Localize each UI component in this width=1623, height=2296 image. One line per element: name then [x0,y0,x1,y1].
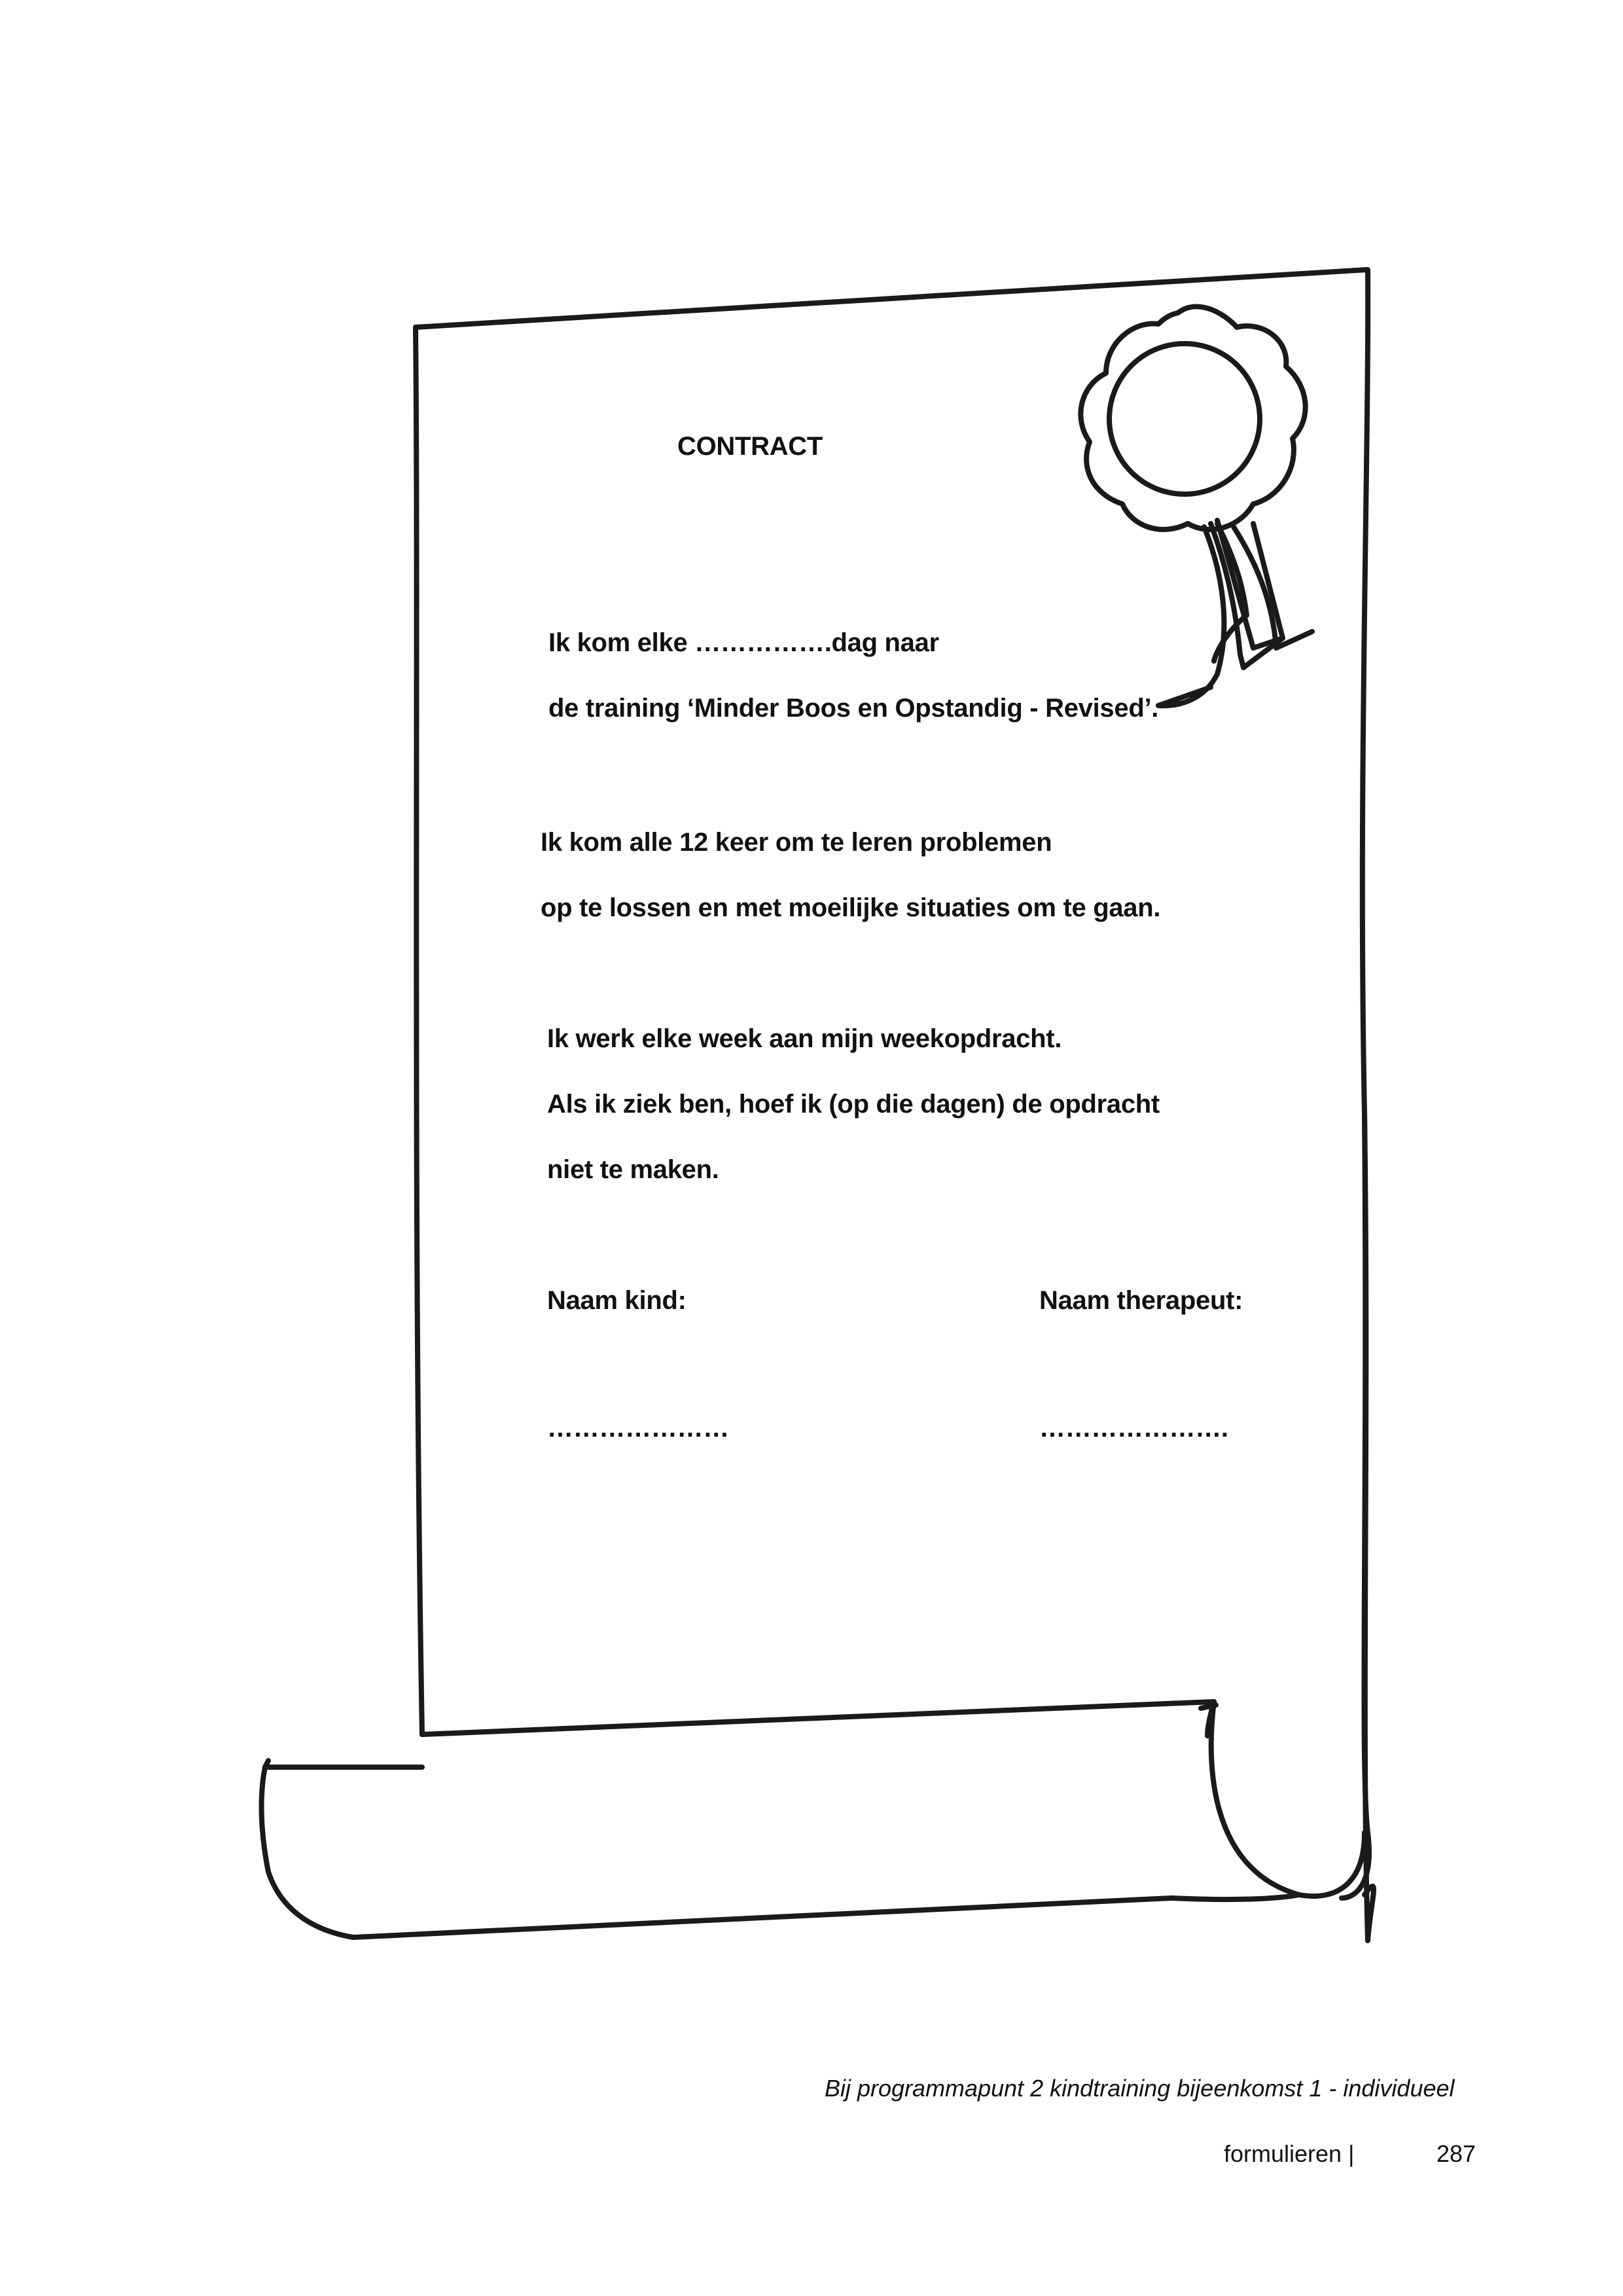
page-number: 287 [1436,2140,1476,2167]
child-name-label: Naam kind: [547,1286,687,1315]
contract-line-attendance: Ik kom alle 12 keer om te leren problemen [541,828,1052,857]
therapist-name-field[interactable]: …………………. [1039,1414,1228,1443]
therapist-name-label: Naam therapeut: [1039,1286,1243,1315]
contract-line-training: de training ‘Minder Boos en Opstandig - Revised’. [548,694,1159,723]
seal-icon [1080,306,1312,706]
scroll-roll [422,1702,1364,1896]
contract-line-day: Ik kom elke …………….dag naar [548,628,939,657]
contract-line-sick: Als ik ziek ben, hoef ik (op die dagen) de opdracht [547,1090,1160,1119]
contract-line-homework: Ik werk elke week aan mijn weekopdracht. [547,1024,1062,1053]
contract-line-no-make: niet te maken. [547,1155,719,1184]
page-caption: Bij programmapunt 2 kindtraining bijeenkomst 1 - individueel [825,2075,1455,2102]
contract-title: CONTRACT [677,432,823,461]
child-name-field[interactable]: ………………… [547,1414,729,1443]
footer-section: formulieren | [1224,2140,1355,2167]
contract-line-solving: op te lossen en met moeilijke situaties om te gaan. [541,893,1161,922]
